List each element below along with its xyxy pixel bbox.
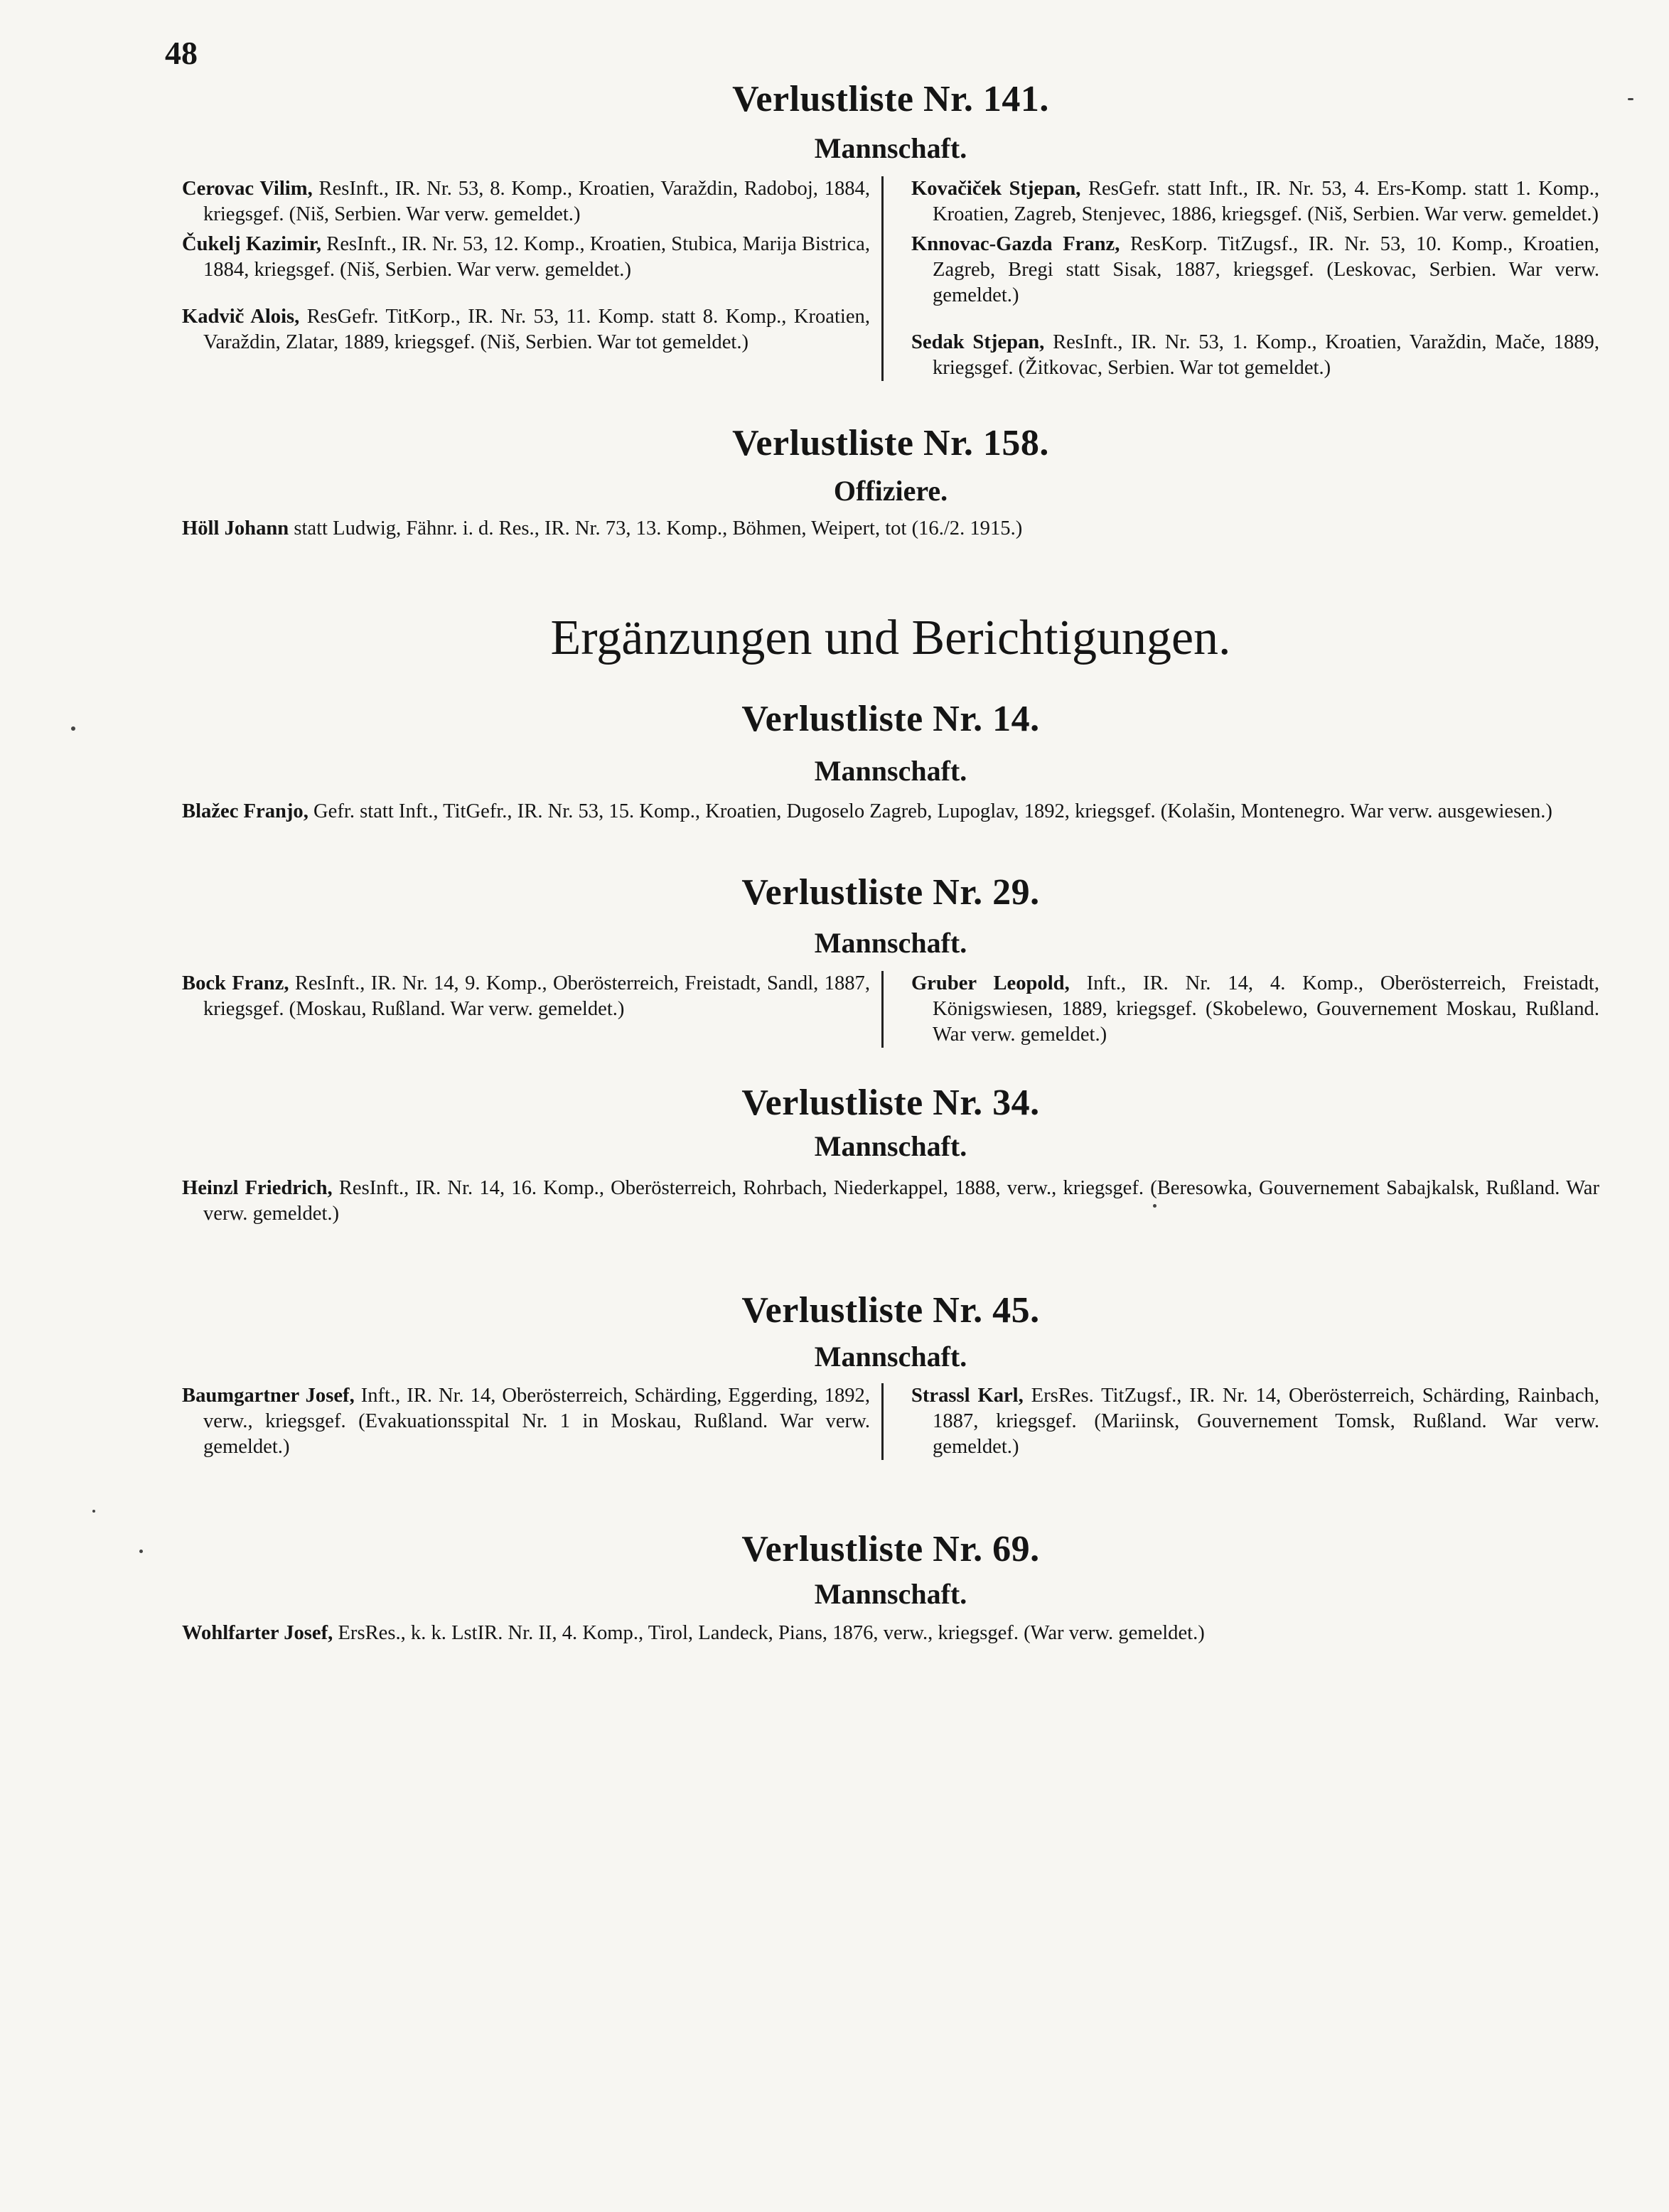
casualty-entry [182,1383,870,1460]
casualty-entry [182,1621,1599,1646]
section-title: Verlustliste Nr. 14. [741,699,1040,739]
section-vl141 [182,78,1599,381]
section-vl45 [182,1289,1599,1460]
entry-text: ResInft., IR. Nr. 14, 16. Komp., Oberösterreich, Rohrbach, Niederkappel, 1888, verw., kriegsgef. (Beresowka, Gouvernement Sabajkalsk, Rußland. War verw. gemeldet.) [203,1177,1600,1225]
section-title: Verlustliste Nr. 69. [741,1529,1040,1569]
entry-name: Cerovac Vilim, [182,178,313,200]
section-title: Verlustliste Nr. 34. [741,1083,1040,1123]
casualty-entry [182,176,870,227]
section-subtitle: Mannschaft. [814,927,967,959]
entry-name: Kadvič Alois, [182,306,300,328]
entry-text: ResGefr. TitKorp., IR. Nr. 53, 11. Komp. statt 8. Komp., Kroatien, Varaždin, Zlatar, 1889, kriegsgef. (Niš, Serbien. War tot gemeldet.) [203,306,871,353]
casualty-entry [911,971,1599,1048]
entry-name: Wohlfarter Josef, [182,1622,333,1644]
entry-name: Blažec Franjo, [182,800,308,822]
casualty-entry [911,176,1599,227]
page-number: 48 [165,35,198,71]
entry-text: ResInft., IR. Nr. 53, 12. Komp., Kroatien, Stubica, Marija Bistrica, 1884, kriegsgef. (Niš, Serbien. War verw. gemeldet.) [203,233,870,281]
entry-name: Gruber Leopold, [911,972,1070,994]
right-column [901,176,1599,381]
casualty-entry [182,304,870,355]
scan-speck [1628,98,1633,100]
section-subtitle: Mannschaft. [814,1130,967,1162]
casualty-entry [182,799,1599,825]
major-heading: Ergänzungen und Berichtigungen. [550,611,1231,665]
casualty-entry [911,1383,1599,1460]
entries-two-column [182,176,1599,381]
entry-name: Baumgartner Josef, [182,1385,355,1407]
entry-text: Inft., IR. Nr. 14, Oberösterreich, Schärding, Eggerding, 1892, verw., kriegsgef. (Evakuationsspital Nr. 1 in Moskau, Rußland. War verw. gemeldet.) [203,1385,870,1458]
right-column [901,971,1599,1048]
section-subtitle: Offiziere. [833,475,948,507]
left-column [182,1383,884,1460]
casualty-entry [911,232,1599,308]
section-title: Verlustliste Nr. 158. [732,423,1049,463]
section-title: Verlustliste Nr. 141. [732,79,1049,119]
entry-name: Čukelj Kazimir, [182,233,321,255]
section-vl69 [182,1528,1599,1646]
entry-name: Höll Johann [182,517,289,539]
section-subtitle: Mannschaft. [814,755,967,787]
right-column [901,1383,1599,1460]
scan-speck [1153,1204,1157,1208]
casualty-entry [182,1176,1599,1227]
left-column [182,971,884,1048]
entry-text: ResKorp. TitZugsf., IR. Nr. 53, 10. Komp., Kroatien, Zagreb, Bregi statt Sisak, 1887, kriegsgef. (Leskovac, Serbien. War verw. gemeldet.) [933,233,1599,306]
entry-name: Kovačiček Stjepan, [911,178,1081,200]
scan-speck [71,726,75,731]
section-vl158 [182,422,1599,542]
casualty-entry [182,516,1599,542]
section-vl29 [182,871,1599,1048]
entries-two-column [182,971,1599,1048]
entry-text: ResInft., IR. Nr. 14, 9. Komp., Oberösterreich, Freistadt, Sandl, 1887, kriegsgef. (Moskau, Rußland. War verw. gemeldet.) [203,972,870,1020]
entry-name: Strassl Karl, [911,1385,1024,1407]
entry-text: ResGefr. statt Inft., IR. Nr. 53, 4. Ers-Komp. statt 1. Komp., Kroatien, Zagreb, Stenjevec, 1886, kriegsgef. (Niš, Serbien. War verw. gemeldet.) [933,178,1599,225]
entry-text: ErsRes. TitZugsf., IR. Nr. 14, Oberösterreich, Schärding, Rainbach, 1887, kriegsgef. (Mariinsk, Gouvernement Tomsk, Rußland. War verw. gemeldet.) [933,1385,1599,1458]
entry-text: statt Ludwig, Fähnr. i. d. Res., IR. Nr. 73, 13. Komp., Böhmen, Weipert, tot (16./2. 1915.) [294,517,1023,539]
scan-speck [139,1550,143,1553]
entry-name: Sedak Stjepan, [911,331,1045,353]
section-subtitle: Mannschaft. [814,1341,967,1373]
entry-text: ErsRes., k. k. LstIR. Nr. II, 4. Komp., Tirol, Landeck, Pians, 1876, verw., kriegsgef. (War verw. gemeldet.) [338,1622,1205,1644]
entry-name: Heinzl Friedrich, [182,1177,333,1199]
section-subtitle: Mannschaft. [814,132,967,164]
section-vl14 [182,698,1599,825]
casualty-entry [182,971,870,1022]
entries-two-column [182,1383,1599,1460]
entry-name: Bock Franz, [182,972,289,994]
casualty-entry [911,330,1599,381]
entry-text: ResInft., IR. Nr. 53, 8. Komp., Kroatien, Varaždin, Radoboj, 1884, kriegsgef. (Niš, Serbien. War verw. gemeldet.) [203,178,871,225]
casualty-entry [182,232,870,283]
section-subtitle: Mannschaft. [814,1578,967,1610]
section-title: Verlustliste Nr. 29. [741,872,1040,913]
section-vl34 [182,1082,1599,1227]
section-title: Verlustliste Nr. 45. [741,1290,1040,1331]
left-column [182,176,884,381]
entry-text: Gefr. statt Inft., TitGefr., IR. Nr. 53, 15. Komp., Kroatien, Dugoselo Zagreb, Lupoglav, 1892, kriegsgef. (Kolašin, Montenegro. War verw. ausgewiesen.) [313,800,1552,822]
scan-speck [92,1510,95,1513]
entry-name: Knnovac-Gazda Franz, [911,233,1120,255]
page-content [182,78,1599,1646]
entry-text: Inft., IR. Nr. 14, 4. Komp., Oberösterreich, Freistadt, Königswiesen, 1889, kriegsgef. (Skobelewo, Gouvernement Moskau, Rußland. War verw. gemeldet.) [933,972,1599,1046]
entry-text: ResInft., IR. Nr. 53, 1. Komp., Kroatien, Varaždin, Mače, 1889, kriegsgef. (Žitkovac, Serbien. War tot gemeldet.) [933,331,1599,379]
